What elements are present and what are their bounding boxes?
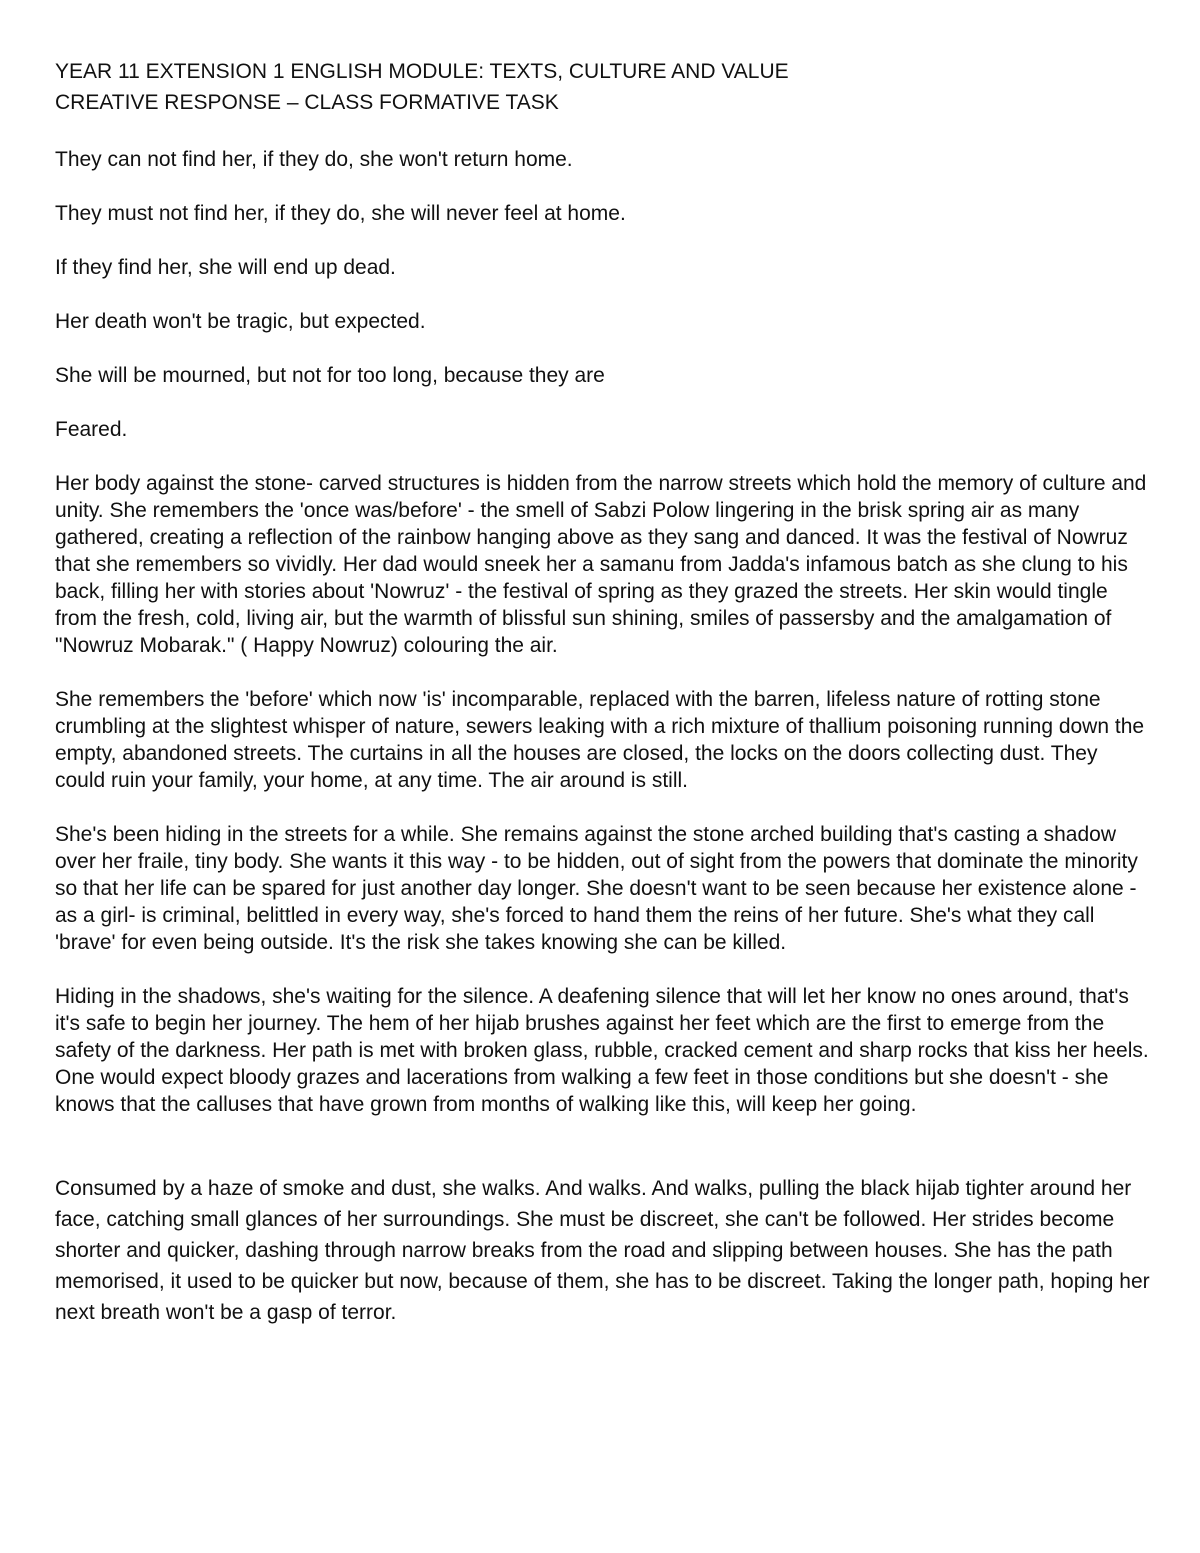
opening-line: She will be mourned, but not for too long, because they are xyxy=(55,364,605,387)
opening-line: If they find her, she will end up dead. xyxy=(55,256,396,279)
opening-line: They must not find her, if they do, she will never feel at home. xyxy=(55,202,626,225)
document-page xyxy=(55,56,1150,1355)
body-paragraph: Consumed by a haze of smoke and dust, she walks. And walks. And walks, pulling the black hijab tighter around her face, catching small glances of her surroundings. She must be discreet, she can't be followed. Her strides become shorter and quicker, dashing through narrow breaks from the road and slipping between houses. She has the path memorised, it used to be quicker but now, because of them, she has to be discreet. Taking the longer path, hoping her next breath won't be a gasp of terror. xyxy=(55,1177,1150,1324)
document-title-line-1: YEAR 11 EXTENSION 1 ENGLISH MODULE: TEXTS, CULTURE AND VALUE xyxy=(55,60,789,83)
opening-line: Her death won't be tragic, but expected. xyxy=(55,310,426,333)
body-paragraph: She remembers the 'before' which now 'is' incomparable, replaced with the barren, lifeless nature of rotting stone crumbling at the slightest whisper of nature, sewers leaking with a rich mixture of thallium poisoning running down the empty, abandoned streets. The curtains in all the houses are closed, the locks on the doors collecting dust. They could ruin your family, your home, at any time. The air around is still. xyxy=(55,688,1145,792)
body-paragraph: Her body against the stone- carved structures is hidden from the narrow streets which hold the memory of culture and unity. She remembers the 'once was/before' - the smell of Sabzi Polow lingering in the brisk spring air as many gathered, creating a reflection of the rainbow hanging above as they sang and danced. It was the festival of Nowruz that she remembers so vividly. Her dad would sneek her a samanu from Jadda's infamous batch as she clung to his back, filling her with stories about 'Nowruz' - the festival of spring as they grazed the streets. Her skin would tingle from the fresh, cold, living air, but the warmth of blissful sun shining, smiles of passersby and the amalgamation of "Nowruz Mobarak." ( Happy Nowruz) colouring the air. xyxy=(55,472,1147,657)
body-paragraph: Hiding in the shadows, she's waiting for the silence. A deafening silence that will let her know no ones around, that's it's safe to begin her journey. The hem of her hijab brushes against her feet which are the first to emerge from the safety of the darkness. Her path is met with broken glass, rubble, cracked cement and sharp rocks that kiss her heels. One would expect bloody grazes and lacerations from walking a few feet in those conditions but she doesn't - she knows that the calluses that have grown from months of walking like this, will keep her going. xyxy=(55,985,1149,1116)
document-header xyxy=(55,56,1150,118)
body-paragraph: She's been hiding in the streets for a while. She remains against the stone arched building that's casting a shadow over her fraile, tiny body. She wants it this way - to be hidden, out of sight from the powers that dominate the minority so that her life can be spared for just another day longer. She doesn't want to be seen because her existence alone - as a girl- is criminal, belittled in every way, she's forced to hand them the reins of her future. She's what they call 'brave' for even being outside. It's the risk she takes knowing she can be killed. xyxy=(55,823,1138,954)
document-title-line-2: CREATIVE RESPONSE – CLASS FORMATIVE TASK xyxy=(55,91,559,114)
opening-line: Feared. xyxy=(55,418,128,441)
opening-line: They can not find her, if they do, she won't return home. xyxy=(55,148,573,171)
